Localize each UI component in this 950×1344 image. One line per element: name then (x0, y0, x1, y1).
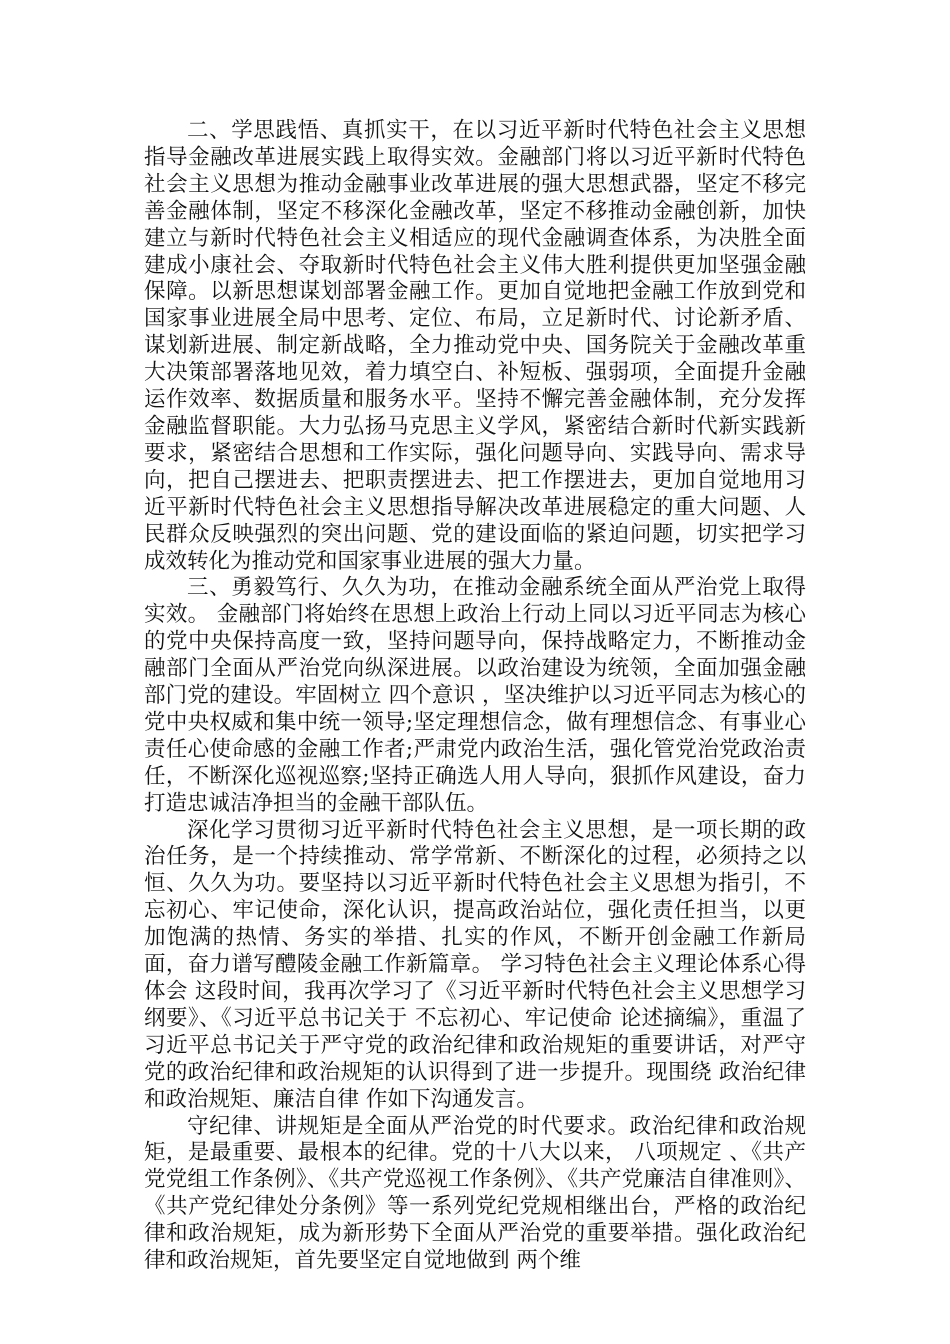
paragraph-discipline-rules: 守纪律、讲规矩是全面从严治党的时代要求。政治纪律和政治规矩，是最重要、最根本的纪律。党的十八大以来， 八项规定 、《共产党党组工作条例》、《共产党巡视工作条例》、《共产党廉洁自律准则》、《共产党纪律处分条例》等一系列党纪党规相继出台，严格的政治纪律和政治规矩，成为新形势下全面从严治党的重要举措。强化政治纪律和政治规矩，首先要坚定自觉地做到 两个维 (144, 1113, 806, 1274)
paragraph-3-strict-governance: 三、勇毅笃行、久久为功，在推动金融系统全面从严治党上取得实效。 金融部门将始终在思想上政治上行动上同以习近平同志为核心的党中央保持高度一致，坚持问题导向，保持战略定力，不断推动金融部门全面从严治党向纵深进展。以政治建设为统领，全面加强金融部门党的建设。牢固树立 四个意识 ，坚决维护以习近平同志为核心的党中央权威和集中统一领导;坚定理想信念，做有理想信念、有事业心责任心使命感的金融工作者;严肃党内政治生活，强化管党治党政治责任，不断深化巡视巡察;坚持正确选人用人导向，狠抓作风建设，奋力打造忠诚洁净担当的金融干部队伍。 (144, 575, 806, 816)
paragraph-deepen-study: 深化学习贯彻习近平新时代特色社会主义思想，是一项长期的政治任务，是一个持续推动、常学常新、不断深化的过程，必须持之以恒、久久为功。要坚持以习近平新时代特色社会主义思想为指引，不忘初心、牢记使命，深化认识，提高政治站位，强化责任担当，以更加饱满的热情、务实的举措、扎实的作风，不断开创金融工作新局面，奋力谱写醴陵金融工作新篇章。 学习特色社会主义理论体系心得体会 这段时间，我再次学习了《习近平新时代特色社会主义思想学习纲要》、《习近平总书记关于 不忘初心、牢记使命 论述摘编》，重温了习近平总书记关于严守党的政治纪律和政治规矩的重要讲话，对严守党的政治纪律和政治规矩的认识得到了进一步提升。现围绕 政治纪律和政治规矩、廉洁自律 作如下沟通发言。 (144, 817, 806, 1112)
paragraph-2-study-practice: 二、学思践悟、真抓实干，在以习近平新时代特色社会主义思想指导金融改革进展实践上取得实效。金融部门将以习近平新时代特色社会主义思想为推动金融事业改革进展的强大思想武器，坚定不移完善金融体制，坚定不移深化金融改革，坚定不移推动金融创新，加快建立与新时代特色社会主义相适应的现代金融调查体系，为决胜全面建成小康社会、夺取新时代特色社会主义伟大胜利提供更加坚强金融保障。以新思想谋划部署金融工作。更加自觉地把金融工作放到党和国家事业进展全局中思考、定位、布局，立足新时代、讨论新矛盾、谋划新进展、制定新战略，全力推动党中央、国务院关于金融改革重大决策部署落地见效，着力填空白、补短板、强弱项，全面提升金融运作效率、数据质量和服务水平。坚持不懈完善金融体制，充分发挥金融监督职能。大力弘扬马克思主义学风，紧密结合新时代新实践新要求，紧密结合思想和工作实际，强化问题导向、实践导向、需求导向，把自己摆进去、把职责摆进去、把工作摆进去，更加自觉地用习近平新时代特色社会主义思想指导解决改革进展稳定的重大问题、人民群众反映强烈的突出问题、党的建设面临的紧迫问题，切实把学习成效转化为推动党和国家事业进展的强大力量。 (144, 118, 806, 574)
document-page (144, 118, 806, 1275)
